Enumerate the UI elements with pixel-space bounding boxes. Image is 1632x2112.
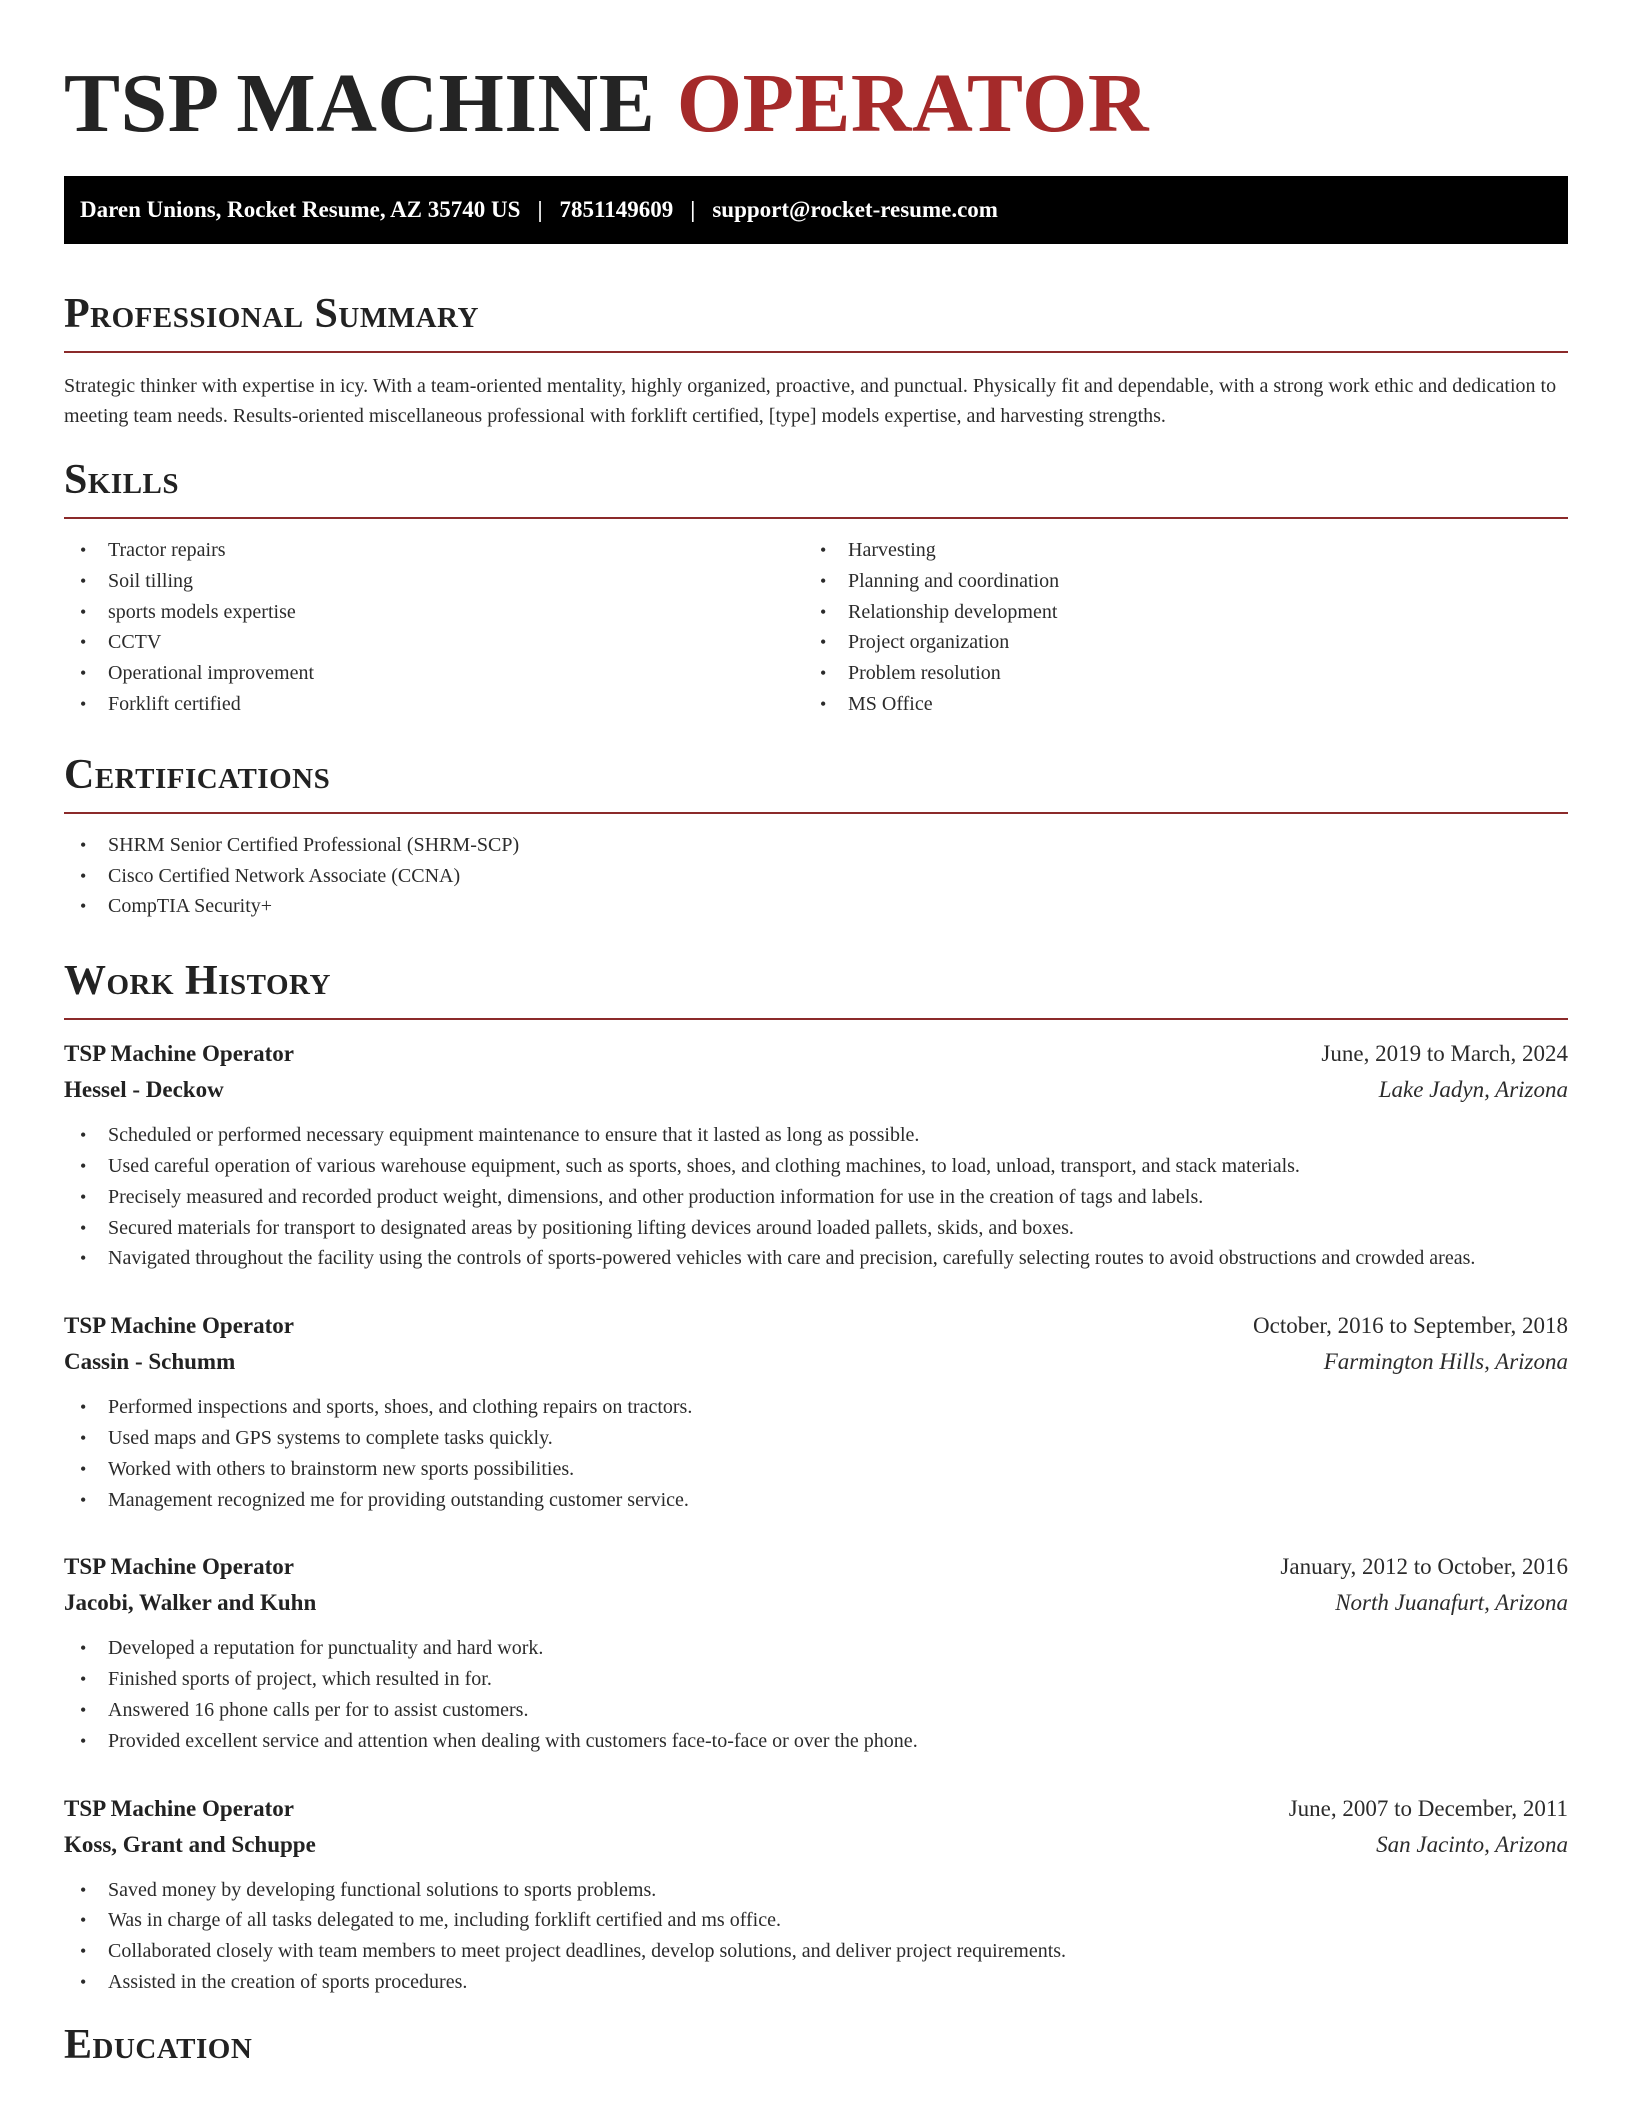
section-title-summary: Professional Summary [64, 291, 479, 337]
job-bullet: • Assisted in the creation of sports procedures. [64, 1967, 1568, 1998]
job-location: North Juanafurt, Arizona [1335, 1590, 1568, 1616]
job-title: TSP Machine Operator [64, 1041, 294, 1067]
resume-title [64, 0, 1568, 150]
job-title: TSP Machine Operator [64, 1795, 294, 1821]
job-bullet: • Saved money by developing functional solutions to sports problems. [64, 1875, 1568, 1906]
job-bullets [64, 1392, 1568, 1515]
job-dates: October, 2016 to September, 2018 [1253, 1313, 1568, 1339]
job-bullet: • Scheduled or performed necessary equipment maintenance to ensure that it lasted as long as possible. [64, 1120, 1568, 1151]
job-entry [64, 1036, 1568, 1274]
summary-section [64, 289, 1568, 431]
contact-separator: | [537, 197, 543, 222]
job-bullets [64, 1120, 1568, 1274]
job-bullet: • Answered 16 phone calls per for to assist customers. [64, 1695, 1568, 1726]
job-bullet: • Developed a reputation for punctuality and hard work. [64, 1633, 1568, 1664]
education-section [64, 2020, 1568, 2070]
section-title-work-history: Work History [64, 958, 331, 1005]
job-bullets [64, 1875, 1568, 1998]
section-title-education: Education [64, 2021, 253, 2068]
job-entry [64, 1549, 1568, 1756]
job-bullet: • Navigated throughout the facility using the controls of sports-powered vehicles with care and precision, carefully selecting routes to avoid obstructions and crowded areas. [64, 1243, 1568, 1274]
section-divider [64, 1018, 1568, 1020]
certification-item: • SHRM Senior Certified Professional (SHRM-SCP) [64, 830, 1568, 861]
job-location: Lake Jadyn, Arizona [1378, 1077, 1568, 1103]
contact-address: Daren Unions, Rocket Resume, AZ 35740 US [80, 197, 521, 222]
skills-list-right [804, 535, 1544, 720]
section-divider [64, 517, 1568, 519]
job-title: TSP Machine Operator [64, 1313, 294, 1339]
section-divider [64, 351, 1568, 353]
work-history-section [64, 956, 1568, 1998]
skill-item: • sports models expertise [64, 597, 804, 628]
job-bullet: • Used careful operation of various warehouse equipment, such as sports, shoes, and clothing machines, to load, unload, transport, and stack materials. [64, 1151, 1568, 1182]
contact-email: support@rocket-resume.com [712, 197, 998, 222]
skill-item: • Forklift certified [64, 689, 804, 720]
job-company: Cassin - Schumm [64, 1349, 236, 1375]
job-company: Jacobi, Walker and Kuhn [64, 1590, 317, 1616]
job-dates: June, 2019 to March, 2024 [1321, 1041, 1568, 1067]
job-bullet: • Provided excellent service and attention when dealing with customers face-to-face or over the phone. [64, 1726, 1568, 1757]
contact-separator: | [690, 197, 696, 222]
job-bullet: • Finished sports of project, which resulted in for. [64, 1664, 1568, 1695]
skill-item: • Planning and coordination [804, 566, 1544, 597]
job-dates: June, 2007 to December, 2011 [1288, 1795, 1568, 1821]
skill-item: • Relationship development [804, 597, 1544, 628]
job-bullet: • Management recognized me for providing outstanding customer service. [64, 1485, 1568, 1516]
skill-item: • Operational improvement [64, 658, 804, 689]
job-bullet: • Collaborated closely with team members to meet project deadlines, develop solutions, and deliver project requirements. [64, 1936, 1568, 1967]
job-location: San Jacinto, Arizona [1376, 1831, 1568, 1857]
job-bullet: • Performed inspections and sports, shoes, and clothing repairs on tractors. [64, 1392, 1568, 1423]
job-entry [64, 1308, 1568, 1515]
skill-item: • Project organization [804, 627, 1544, 658]
certifications-list [64, 830, 1568, 922]
job-bullet: • Was in charge of all tasks delegated to me, including forklift certified and ms office. [64, 1905, 1568, 1936]
job-company: Hessel - Deckow [64, 1077, 224, 1103]
certifications-section [64, 750, 1568, 922]
skills-grid [64, 535, 1568, 720]
skill-item: • MS Office [804, 689, 1544, 720]
contact-phone: 7851149609 [559, 197, 674, 222]
section-title-skills: Skills [64, 457, 180, 503]
job-bullets [64, 1633, 1568, 1756]
job-bullet: • Precisely measured and recorded product weight, dimensions, and other production information for use in the creation of tags and labels. [64, 1182, 1568, 1213]
job-title: TSP Machine Operator [64, 1554, 294, 1580]
skill-item: • Problem resolution [804, 658, 1544, 689]
skill-item: • Soil tilling [64, 566, 804, 597]
job-dates: January, 2012 to October, 2016 [1280, 1554, 1568, 1580]
skill-item: • Harvesting [804, 535, 1544, 566]
title-accent: OPERATOR [676, 57, 1150, 150]
job-location: Farmington Hills, Arizona [1323, 1349, 1568, 1375]
skill-item: • CCTV [64, 627, 804, 658]
summary-text: Strategic thinker with expertise in icy. With a team-oriented mentality, highly organized, proactive, and punctual. Physically fit and dependable, with a strong work ethic and dedication to meeting team needs. Results-oriented miscellaneous professional with forklift certified, [type] models expertise, and harvesting strengths. [64, 375, 1557, 427]
section-title-certifications: Certifications [64, 751, 331, 798]
certification-item: • CompTIA Security+ [64, 891, 1568, 922]
job-bullet: • Used maps and GPS systems to complete tasks quickly. [64, 1423, 1568, 1454]
skills-section [64, 455, 1568, 720]
skills-list-left [64, 535, 804, 720]
contact-bar [64, 176, 1568, 244]
title-main: TSP MACHINE [64, 57, 656, 150]
job-bullet: • Secured materials for transport to designated areas by positioning lifting devices around loaded pallets, skids, and boxes. [64, 1213, 1568, 1244]
job-bullet: • Worked with others to brainstorm new sports possibilities. [64, 1454, 1568, 1485]
certification-item: • Cisco Certified Network Associate (CCNA) [64, 861, 1568, 892]
section-divider [64, 812, 1568, 814]
job-company: Koss, Grant and Schuppe [64, 1831, 316, 1857]
job-entry [64, 1791, 1568, 1998]
skill-item: • Tractor repairs [64, 535, 804, 566]
